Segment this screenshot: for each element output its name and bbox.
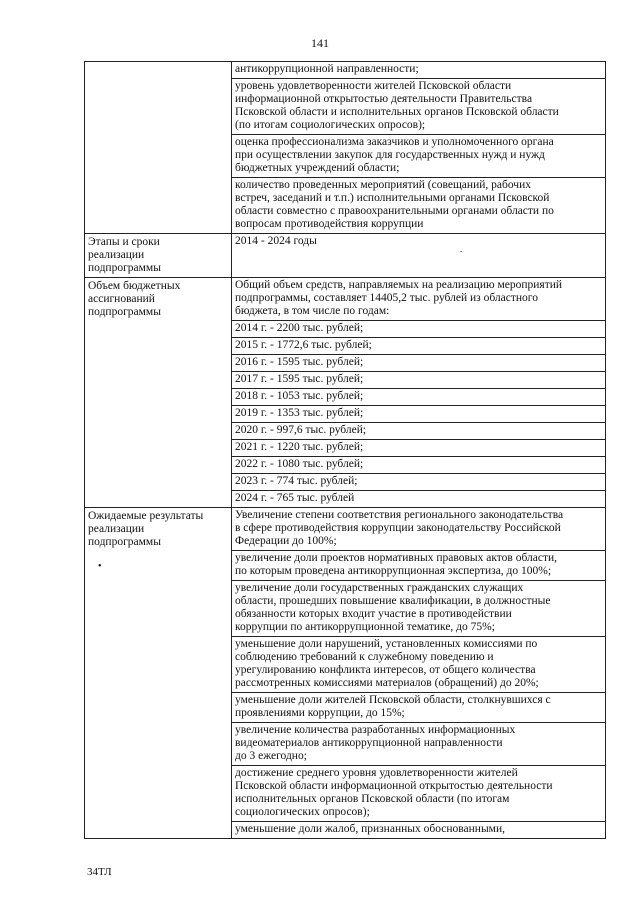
row-content-cell (232, 234, 606, 278)
list-item: 2024 г. - 765 тыс. рублей (232, 490, 605, 507)
list-item: антикоррупционной направленности; (235, 63, 419, 75)
list-item: 2016 г. - 1595 тыс. рублей; (232, 354, 605, 371)
table-row (85, 278, 606, 508)
list-item: уменьшение доли жалоб, признанных обоснованными, (232, 821, 605, 838)
list-item: 2020 г. - 997,6 тыс. рублей; (232, 422, 605, 439)
row-content-cell (232, 62, 606, 234)
row-content-cell (232, 508, 606, 839)
list-item: 2018 г. - 1053 тыс. рублей; (232, 388, 605, 405)
list-item: 2015 г. - 1772,6 тыс. рублей; (232, 337, 605, 354)
list-item: 2014 г. - 2200 тыс. рублей; (232, 320, 605, 337)
row-label-cell (85, 278, 232, 508)
list-item: увеличение доли государственных гражданских служащих области, прошедших повышение квалификации, в должностные обязанности которых входит участие в противодействии коррупции по антикоррупционной тематике, до 75%; (232, 580, 605, 636)
row-label: Ожидаемые результаты реализации подпрограммы (88, 510, 204, 548)
row-label: Объем бюджетных ассигнований подпрограммы (88, 280, 181, 318)
list-item: 2019 г. - 1353 тыс. рублей; (232, 405, 605, 422)
list-item: достижение среднего уровня удовлетворенности жителей Псковской области информационной открытостью деятельности исполнительных органов Псковской области (по итогам социологических опросов); (232, 765, 605, 821)
row-label-cell (85, 508, 232, 839)
list-item: 2017 г. - 1595 тыс. рублей; (232, 371, 605, 388)
table-row (85, 508, 606, 839)
list-item: увеличение количества разработанных информационных видеоматериалов антикоррупционной направленности до 3 ежегодно; (232, 722, 605, 765)
footer-document-code: 34ТЛ (87, 866, 112, 878)
list-item: количество проведенных мероприятий (совещаний, рабочих встреч, заседаний и т.п.) исполнительными органами Псковской области совместно с правоохранительными органами области по вопросам противодействия коррупции (232, 177, 605, 233)
list-item: уровень удовлетворенности жителей Псковской области информационной открытостью деятельности Правительства Псковской области и исполнительных органов Псковской области (по итогам социологических опросов); (232, 78, 605, 134)
list-item: 2022 г. - 1080 тыс. рублей; (232, 456, 605, 473)
list-item: оценка профессионализма заказчиков и уполномоченного органа при осуществлении закупок для государственных нужд и нужд бюджетных учреждений области; (232, 134, 605, 177)
subprogram-passport-table (84, 61, 606, 839)
list-item: 2021 г. - 1220 тыс. рублей; (232, 439, 605, 456)
page-number: 141 (311, 36, 329, 50)
list-item: уменьшение доли жителей Псковской области, столкнувшихся с проявлениями коррупции, до 15%; (232, 692, 605, 722)
list-item: Общий объем средств, направляемых на реализацию мероприятий подпрограммы, составляет 14405,2 тыс. рублей из областного бюджета, в том числе по годам: (235, 279, 563, 317)
list-item: уменьшение доли нарушений, установленных комиссиями по соблюдению требований к служебному поведению и урегулированию конфликта интересов, от общего количества рассмотренных комиссиями материалов (обращений) до 20%; (232, 636, 605, 692)
stray-dot-mark: • (98, 561, 102, 572)
table-row (85, 234, 606, 278)
table-row (85, 62, 606, 234)
row-label-cell (85, 234, 232, 278)
stray-tick-mark: . (460, 244, 463, 254)
list-item: 2023 г. - 774 тыс. рублей; (232, 473, 605, 490)
row-label-cell (85, 62, 232, 234)
list-item: 2014 - 2024 годы (235, 235, 317, 247)
row-label: Этапы и сроки реализации подпрограммы (88, 236, 161, 274)
row-content-cell (232, 278, 606, 508)
list-item: Увеличение степени соответствия регионального законодательства в сфере противодействия коррупции законодательству Российской Федерации до 100%; (235, 509, 564, 547)
list-item: увеличение доли проектов нормативных правовых актов области, по которым проведена антикоррупционная экспертиза, до 100%; (232, 550, 605, 580)
